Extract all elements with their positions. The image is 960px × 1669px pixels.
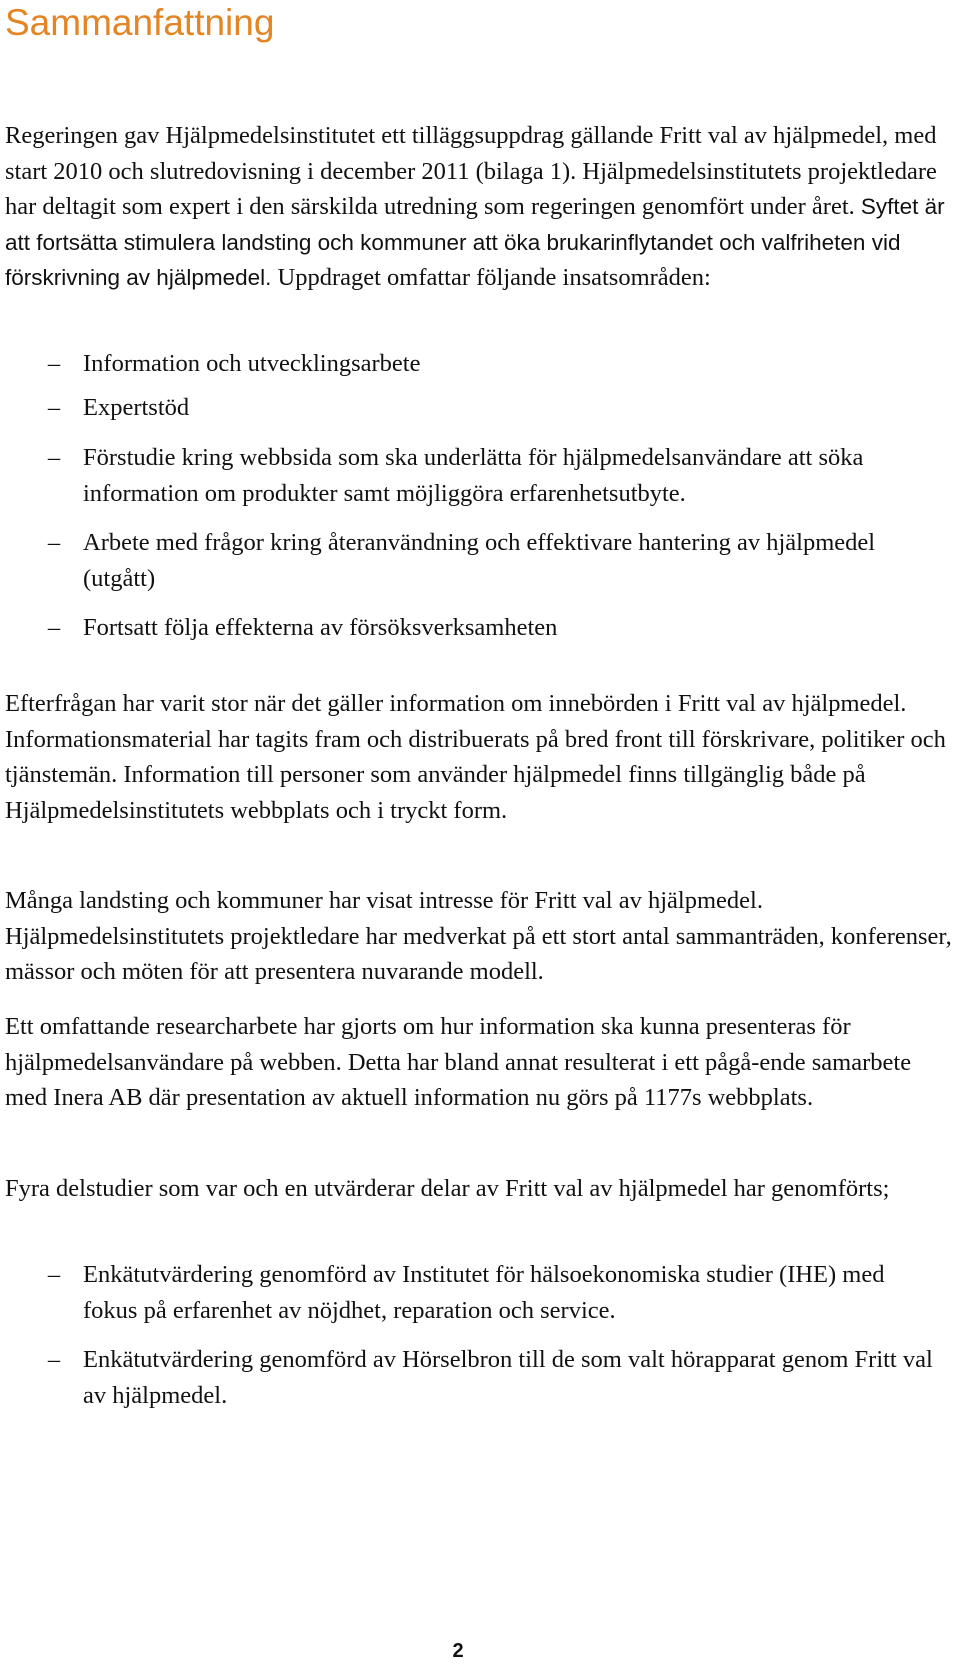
list-item-text: Förstudie kring webbsida som ska underlätta för hjälpmedelsanvändare att söka information om produkter samt möjliggöra erfarenhetsutbyte. (83, 444, 864, 507)
page-number: 2 (452, 1640, 464, 1662)
dash-bullet: – (47, 529, 61, 556)
intro-paragraph (5, 118, 953, 296)
intro-text: Regeringen gav Hjälpmedelsinstitutet ett tilläggsuppdrag gällande Fritt val av hjälpmedel, med start 2010 och slutredovisning i december 2011 (bilaga 1). Hjälpmedelsinstitutets projektledare har deltagit som expert i den särskilda utredning som regeringen genomfört under året. (5, 122, 937, 220)
dash-bullet: – (47, 614, 61, 641)
list-item-text: Fortsatt följa effekterna av försöksverksamheten (83, 614, 558, 641)
dash-bullet: – (47, 1261, 61, 1288)
paragraph-research: Ett omfattande researcharbete har gjorts om hur information ska kunna presenteras för hjälpmedelsanvändare på webben. Detta har bland annat resulterat i ett pågå-ende samarbete med Inera AB där presentation av aktuell information nu görs på 1177s webbplats. (5, 1013, 912, 1111)
list-item-text: Expertstöd (83, 394, 190, 421)
paragraph-information: Efterfrågan har varit stor när det gäller information om innebörden i Fritt val av hjälpmedel. Informationsmaterial har tagits fram och distribuerats på bred front till förskrivare, politiker och tjänstemän. Information till personer som använder hjälpmedel finns tillgänglig både på Hjälpmedelsinstitutets webbplats och i tryckt form. (5, 690, 946, 824)
paragraph-studies: Fyra delstudier som var och en utvärderar delar av Fritt val av hjälpmedel har genomförts; (5, 1175, 890, 1202)
dash-bullet: – (47, 1346, 61, 1373)
list-item-text: Enkätutvärdering genomförd av Hörselbron till de som valt hörapparat genom Fritt val av hjälpmedel. (83, 1346, 933, 1409)
list-item-text: Information och utvecklingsarbete (83, 350, 421, 377)
dash-bullet: – (47, 394, 61, 421)
dash-bullet: – (47, 350, 61, 377)
paragraph-interest: Många landsting och kommuner har visat intresse för Fritt val av hjälpmedel. Hjälpmedelsinstitutets projektledare har medverkat på ett stort antal sammanträden, konferenser, mässor och möten för att presentera nuvarande modell. (5, 887, 952, 985)
page-title: Sammanfattning (5, 2, 275, 43)
dash-bullet: – (47, 444, 61, 471)
intro-tail-text: Uppdraget omfattar följande insatsområden: (271, 264, 711, 291)
list-item-text: Enkätutvärdering genomförd av Institutet för hälsoekonomiska studier (IHE) med fokus på erfarenhet av nöjdhet, reparation och service. (83, 1261, 885, 1324)
intro-purpose-text: Syftet är att fortsätta stimulera landsting och kommuner att öka brukarinflytandet och valfriheten vid förskrivning av hjälpmedel. (5, 194, 945, 290)
list-item-text: Arbete med frågor kring återanvändning och effektivare hantering av hjälpmedel (utgått) (83, 529, 876, 592)
